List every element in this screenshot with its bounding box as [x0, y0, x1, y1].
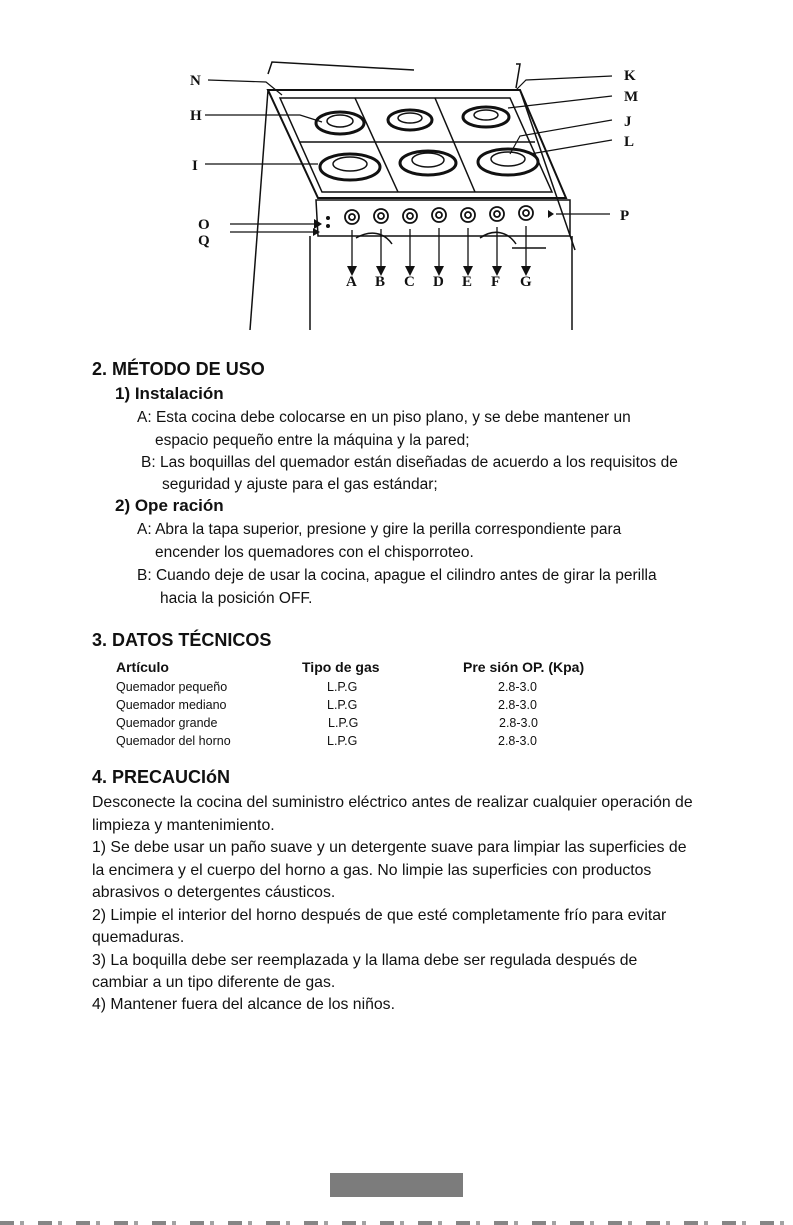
- label-knob-C: C: [404, 274, 415, 290]
- table-cell-presion: 2.8-3.0: [498, 734, 537, 748]
- page-number-tab: [330, 1173, 463, 1197]
- instalacion-b-line-2: seguridad y ajuste para el gas estándar;: [162, 476, 438, 493]
- label-H: H: [190, 108, 202, 124]
- label-M: M: [624, 89, 639, 105]
- stove-diagram: [0, 0, 793, 340]
- label-L: L: [624, 134, 635, 150]
- subsection-instalacion-title: 1) Instalación: [115, 384, 224, 403]
- instalacion-a-line-1: A: Esta cocina debe colocarse en un piso plano, y se debe mantener un: [137, 409, 631, 426]
- label-K: K: [624, 68, 636, 84]
- table-cell-gas: L.P.G: [327, 698, 358, 712]
- label-I: I: [192, 158, 198, 174]
- label-J: J: [624, 114, 632, 130]
- precaucion-line: limpieza y mantenimiento.: [92, 817, 275, 834]
- operacion-b-line-1: B: Cuando deje de usar la cocina, apague el cilindro antes de girar la perilla: [137, 567, 657, 584]
- precaucion-line: la encimera y el cuerpo del horno a gas. No limpie las superficies con productos: [92, 862, 652, 879]
- operacion-a-line-2: encender los quemadores con el chisporroteo.: [155, 544, 474, 561]
- label-Q: Q: [198, 233, 210, 249]
- label-O: O: [198, 217, 210, 233]
- subsection-operacion-title: 2) Ope ración: [115, 496, 224, 515]
- table-cell-gas: L.P.G: [327, 734, 358, 748]
- label-knob-B: B: [375, 274, 386, 290]
- operacion-a-line-1: A: Abra la tapa superior, presione y gire la perilla correspondiente para: [137, 521, 622, 538]
- label-knob-G: G: [520, 274, 532, 290]
- precaucion-line: 2) Limpie el interior del horno después de que esté completamente frío para evitar: [92, 907, 667, 924]
- section-3-title: 3. DATOS TÉCNICOS: [92, 630, 272, 650]
- label-knob-F: F: [491, 274, 501, 290]
- precaucion-line: quemaduras.: [92, 929, 185, 946]
- scan-edge-strip: [0, 1221, 793, 1225]
- table-cell-presion: 2.8-3.0: [499, 716, 538, 730]
- table-cell-articulo: Quemador del horno: [116, 734, 231, 748]
- operacion-b-line-2: hacia la posición OFF.: [160, 590, 313, 607]
- table-cell-articulo: Quemador mediano: [116, 698, 227, 712]
- table-cell-articulo: Quemador grande: [116, 716, 218, 730]
- precaucion-line: 1) Se debe usar un paño suave y un detergente suave para limpiar las superficies de: [92, 839, 687, 856]
- table-cell-gas: L.P.G: [327, 680, 358, 694]
- label-knob-D: D: [433, 274, 444, 290]
- table-header-articulo: Artículo: [116, 659, 169, 675]
- table-header-tipo-gas: Tipo de gas: [302, 659, 380, 675]
- section-2-title: 2. MÉTODO DE USO: [92, 359, 265, 379]
- label-knob-A: A: [346, 274, 357, 290]
- table-header-presion: Pre sión OP. (Kpa): [463, 659, 585, 675]
- table-cell-presion: 2.8-3.0: [498, 698, 537, 712]
- precaucion-line: cambiar a un tipo diferente de gas.: [92, 974, 336, 991]
- precaucion-line: abrasivos o detergentes cáusticos.: [92, 884, 336, 901]
- instalacion-b-line-1: B: Las boquillas del quemador están diseñadas de acuerdo a los requisitos de: [141, 454, 678, 471]
- precaucion-line: 3) La boquilla debe ser reemplazada y la llama debe ser regulada después de: [92, 952, 638, 969]
- instalacion-a-line-2: espacio pequeño entre la máquina y la pared;: [155, 432, 470, 449]
- table-cell-articulo: Quemador pequeño: [116, 680, 228, 694]
- label-P: P: [620, 208, 630, 224]
- label-N: N: [190, 73, 201, 89]
- precaucion-line: 4) Mantener fuera del alcance de los niños.: [92, 996, 395, 1013]
- section-4-title: 4. PRECAUCIóN: [92, 767, 231, 787]
- precaucion-line: Desconecte la cocina del suministro eléctrico antes de realizar cualquier operación de: [92, 794, 693, 811]
- label-knob-E: E: [462, 274, 473, 290]
- table-cell-presion: 2.8-3.0: [498, 680, 537, 694]
- table-cell-gas: L.P.G: [328, 716, 359, 730]
